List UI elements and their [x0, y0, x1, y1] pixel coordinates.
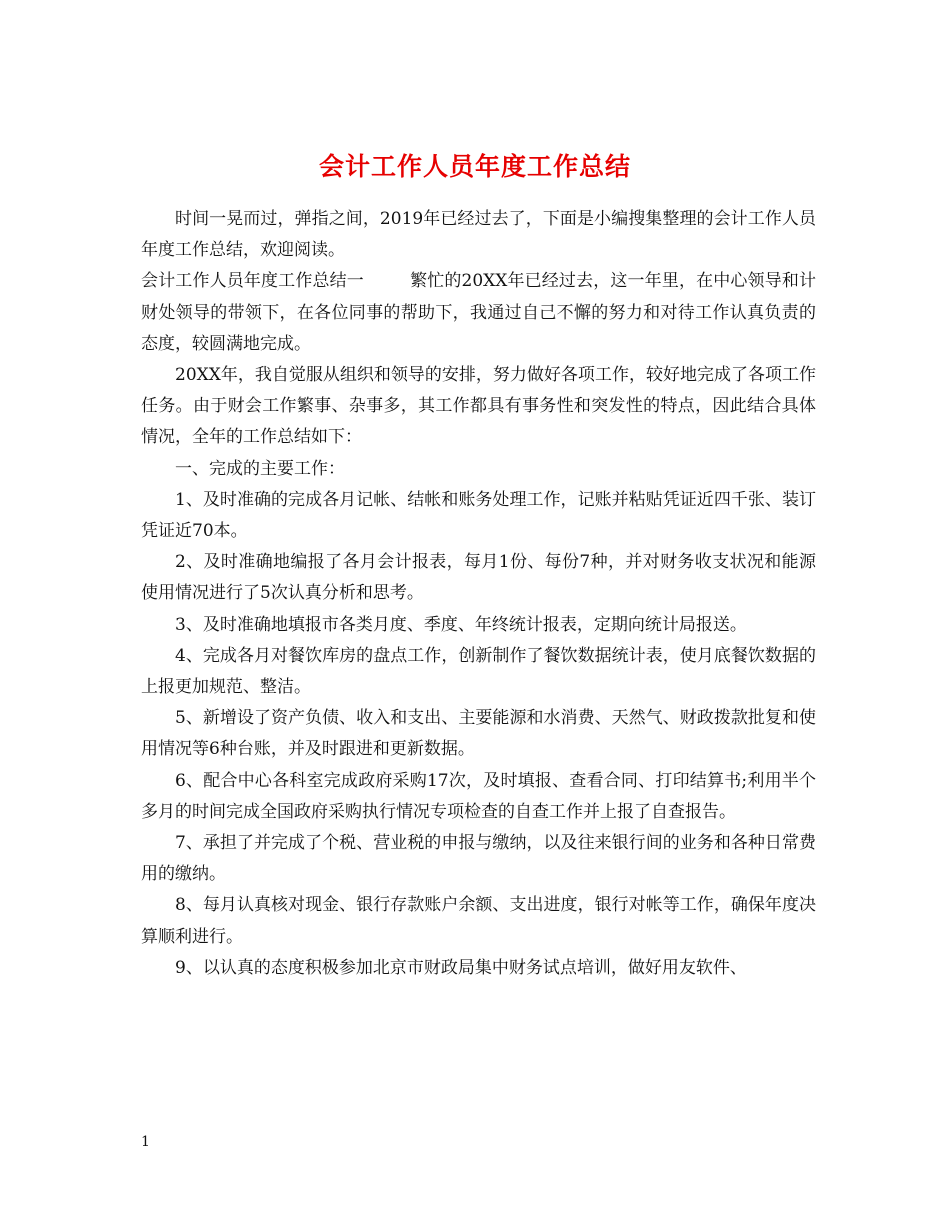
work-item-3: 3、及时准确地填报市各类月度、季度、年终统计报表，定期向统计局报送。 — [175, 614, 747, 635]
section-paragraph — [141, 266, 816, 360]
work-item-9: 9、以认真的态度积极参加北京市财政局集中财务试点培训，做好用友软件、 — [175, 957, 747, 978]
document-body — [141, 204, 816, 984]
section-text: 繁忙的20XX年已经过去，这一年里，在中心领导和计财处领导的带领下，在各位同事的帮助下，我通过自己不懈的努力和对待工作认真负责的态度，较圆满地完成。 — [141, 271, 816, 354]
work-item-1: 1、及时准确的完成各月记帐、结帐和账务处理工作，记账并粘贴凭证近四千张、装订凭证近70本。 — [141, 489, 816, 542]
page-number: 1 — [141, 1134, 150, 1150]
main-work-heading: 一、完成的主要工作： — [175, 458, 345, 479]
work-item-4: 4、完成各月对餐饮库房的盘点工作，创新制作了餐饮数据统计表，使月底餐饮数据的上报更加规范、整洁。 — [141, 645, 816, 698]
intro-paragraph: 时间一晃而过，弹指之间，2019年已经过去了，下面是小编搜集整理的会计工作人员年度工作总结，欢迎阅读。 — [141, 209, 816, 261]
document-title: 会计工作人员年度工作总结 — [318, 151, 631, 181]
summary-paragraph: 20XX年，我自觉服从组织和领导的安排，努力做好各项工作，较好地完成了各项工作任务。由于财会工作繁事、杂事多，其工作都具有事务性和突发性的特点，因此结合具体情况，全年的工作总结如下： — [141, 365, 816, 448]
work-item-7: 7、承担了并完成了个税、营业税的申报与缴纳，以及往来银行间的业务和各种日常费用的缴纳。 — [141, 833, 816, 885]
section-heading: 会计工作人员年度工作总结一 — [141, 271, 364, 292]
work-item-5: 5、新增设了资产负债、收入和支出、主要能源和水消费、天然气、财政拨款批复和使用情况等6种台账，并及时跟进和更新数据。 — [141, 708, 816, 760]
work-item-8: 8、每月认真核对现金、银行存款账户余额、支出进度，银行对帐等工作，确保年度决算顺利进行。 — [141, 895, 816, 947]
work-item-6: 6、配合中心各科室完成政府采购17次，及时填报、查看合同、打印结算书;利用半个多月的时间完成全国政府采购执行情况专项检查的自查工作并上报了自查报告。 — [141, 770, 816, 822]
work-item-2: 2、及时准确地编报了各月会计报表，每月1份、每份7种，并对财务收支状况和能源使用情况进行了5次认真分析和思考。 — [141, 552, 816, 604]
